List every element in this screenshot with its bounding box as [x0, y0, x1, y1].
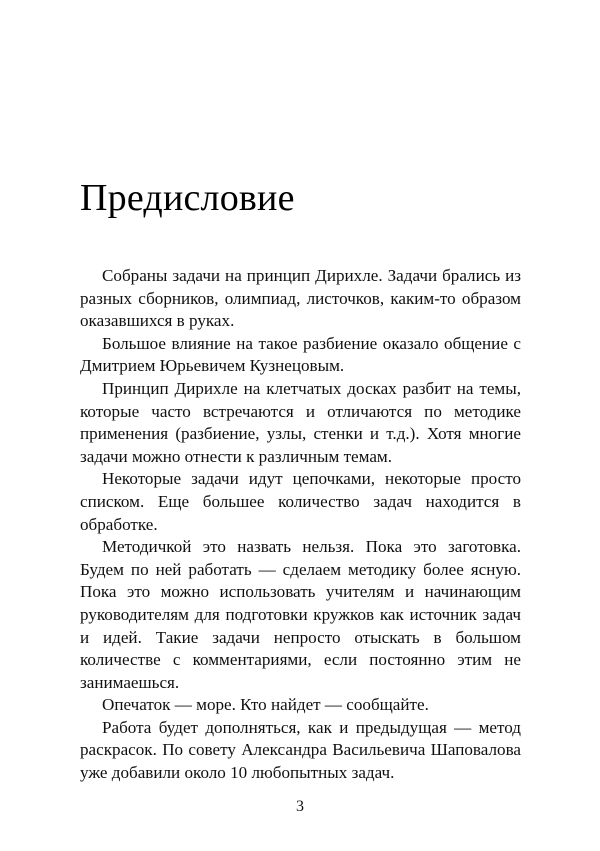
body-text-block [80, 265, 521, 785]
page-title: Предисловие [80, 177, 295, 219]
paragraph: Собраны задачи на принцип Дирихле. Задачи брались из разных сборников, олимпиад, листочков, каким-то образом оказавшихся в руках. [80, 266, 521, 331]
paragraph: Работа будет дополняться, как и предыдущая — метод раскрасок. По совету Александра Васильевича Шаповалова уже добавили около 10 любопытных задач. [80, 717, 521, 783]
paragraph: Опечаток — море. Кто найдет — сообщайте. [102, 695, 429, 715]
page-number: 3 [296, 798, 304, 815]
paragraph: Принцип Дирихле на клетчатых досках разбит на темы, которые часто встречаются и отличаются по методике применения (разбиение, узлы, стенки и т.д.). Хотя многие задачи можно отнести к различным темам. [80, 378, 521, 466]
paragraph: Методичкой это назвать нельзя. Пока это заготовка. Будем по ней работать — сделаем методику более ясную. Пока это можно использовать учителям и начинающим руководителям для подготовки кружков как источник задач и идей. Такие задачи непросто отыскать в большом количестве с комментариями, если постоянно этим не занимаешься. [80, 537, 521, 692]
paragraph: Некоторые задачи идут цепочками, некоторые просто списком. Еще большее количество задач находится в обработке. [80, 469, 521, 534]
paragraph: Большое влияние на такое разбиение оказало общение с Дмитрием Юрьевичем Кузнецовым. [80, 333, 521, 376]
